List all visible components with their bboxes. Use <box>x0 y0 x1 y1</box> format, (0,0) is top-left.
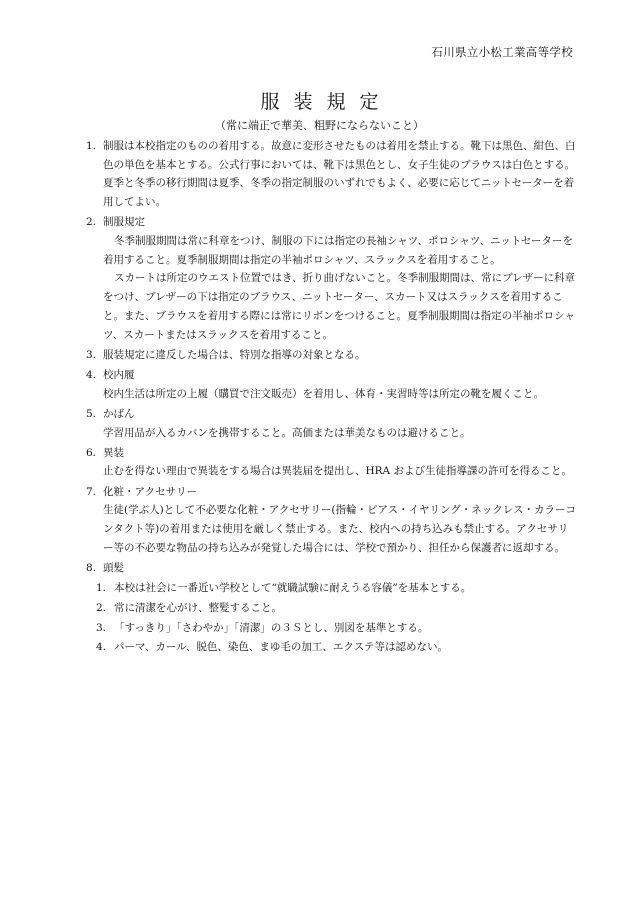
section-4 <box>86 366 578 403</box>
section-number: 3. <box>86 348 97 361</box>
school-name: 石川県立小松工業高等学校 <box>431 45 573 59</box>
hair-rule-number: 2. <box>96 601 107 614</box>
hair-rule-number: 1. <box>96 582 107 595</box>
section-7 <box>86 483 578 558</box>
section-text: 制服は本校指定のものの着用する。故意に変形させたものは着用を禁止する。靴下は黒色、紺色、白色の単色を基本とする。公式行事においては、靴下は黒色とし、女子生徒のブラウスは白色とする。夏季と冬季の移行期間は夏季、冬季の指定制服のいずれでもよく、必要に応じてニットセーターを着用してよい。 <box>103 140 576 209</box>
hair-rule-item <box>86 599 578 618</box>
section-paragraph: スカートは所定のウエスト位置ではき、折り曲げないこと。冬季制服期間は、常にブレザーに科章をつけ、ブレザーの下は指定のブラウス、ニットセーター、スカート又はスラックスを着用すること。また、ブラウスを着用する際には常にリボンをつけること。夏季制服期間は指定の半袖ポロシャツ、スカートまたはスラックスを着用すること。 <box>103 272 576 341</box>
section-number: 6. <box>86 446 97 459</box>
regulations-body <box>86 137 578 658</box>
section-paragraph: 冬季制服期間は常に科章をつけ、制服の下には指定の長袖シャツ、ポロシャツ、ニットセーターを着用すること。夏季制服期間は指定の半袖ポロシャツ、スラックスを着用すること。 <box>103 235 573 266</box>
section-heading: 異装 <box>103 446 124 459</box>
hair-rule-text: パーマ、カール、脱色、染色、まゆ毛の加工、エクステ等は認めない。 <box>114 641 449 654</box>
page-subtitle: （常に端正で華美、粗野にならないこと） <box>215 119 424 132</box>
section-number: 7. <box>86 485 97 498</box>
section-number: 8. <box>86 561 97 574</box>
section-2 <box>86 213 578 344</box>
hair-rule-item <box>86 638 578 657</box>
hair-rule-number: 3. <box>96 621 107 634</box>
section-body: 止むを得ない理由で異装をする場合は異装届を提出し、HRA および生徒指導課の許可を得ること。 <box>103 465 572 478</box>
section-5 <box>86 405 578 442</box>
section-body: 生徒(学ぶ人)として不必要な化粧・アクセサリー(指輪・ピアス・イヤリング・ネックレス・カラーコンタクト等)の着用または使用を厳しく禁止する。また、校内への持ち込みも禁止する。アクセサリー等の不必要な物品の持ち込みが発覚した場合には、学校で預かり、担任から保護者に返却する。 <box>103 504 577 554</box>
hair-rule-text: 常に清潔を心がけ、整髪すること。 <box>114 601 282 614</box>
section-text: 服装規定に違反した場合は、特別な指導の対象となる。 <box>103 348 366 361</box>
section-body: 学習用品が入るカバンを携帯すること。高価または華美なものは避けること。 <box>103 426 471 439</box>
section-heading: 校内履 <box>103 368 135 381</box>
hair-rule-item <box>86 619 578 638</box>
section-number: 1. <box>86 140 97 152</box>
hair-rule-item <box>86 579 578 598</box>
hair-rule-number: 4. <box>96 641 107 654</box>
section-heading: かばん <box>103 407 135 420</box>
section-body: 校内生活は所定の上履（購買で注文販売）を着用し、体育・実習時等は所定の靴を履くこと。 <box>103 387 544 400</box>
hair-rule-text: 本校は社会に一番近い学校として“就職試験に耐えうる容儀”を基本とする。 <box>114 582 472 595</box>
section-1 <box>86 137 578 212</box>
section-6 <box>86 444 578 481</box>
section-heading: 化粧・アクセサリー <box>103 485 198 498</box>
section-heading: 制服規定 <box>103 216 145 229</box>
hair-rule-text: 「すっきり」「さわやか」「清潔」の３Ｓとし、別図を基準とする。 <box>114 621 429 634</box>
section-8 <box>86 559 578 578</box>
section-number: 2. <box>86 216 97 229</box>
section-number: 5. <box>86 407 97 420</box>
section-3 <box>86 346 578 365</box>
page-title: 服装規定 <box>260 91 393 113</box>
section-number: 4. <box>86 368 97 381</box>
section-heading: 頭髪 <box>103 561 124 574</box>
